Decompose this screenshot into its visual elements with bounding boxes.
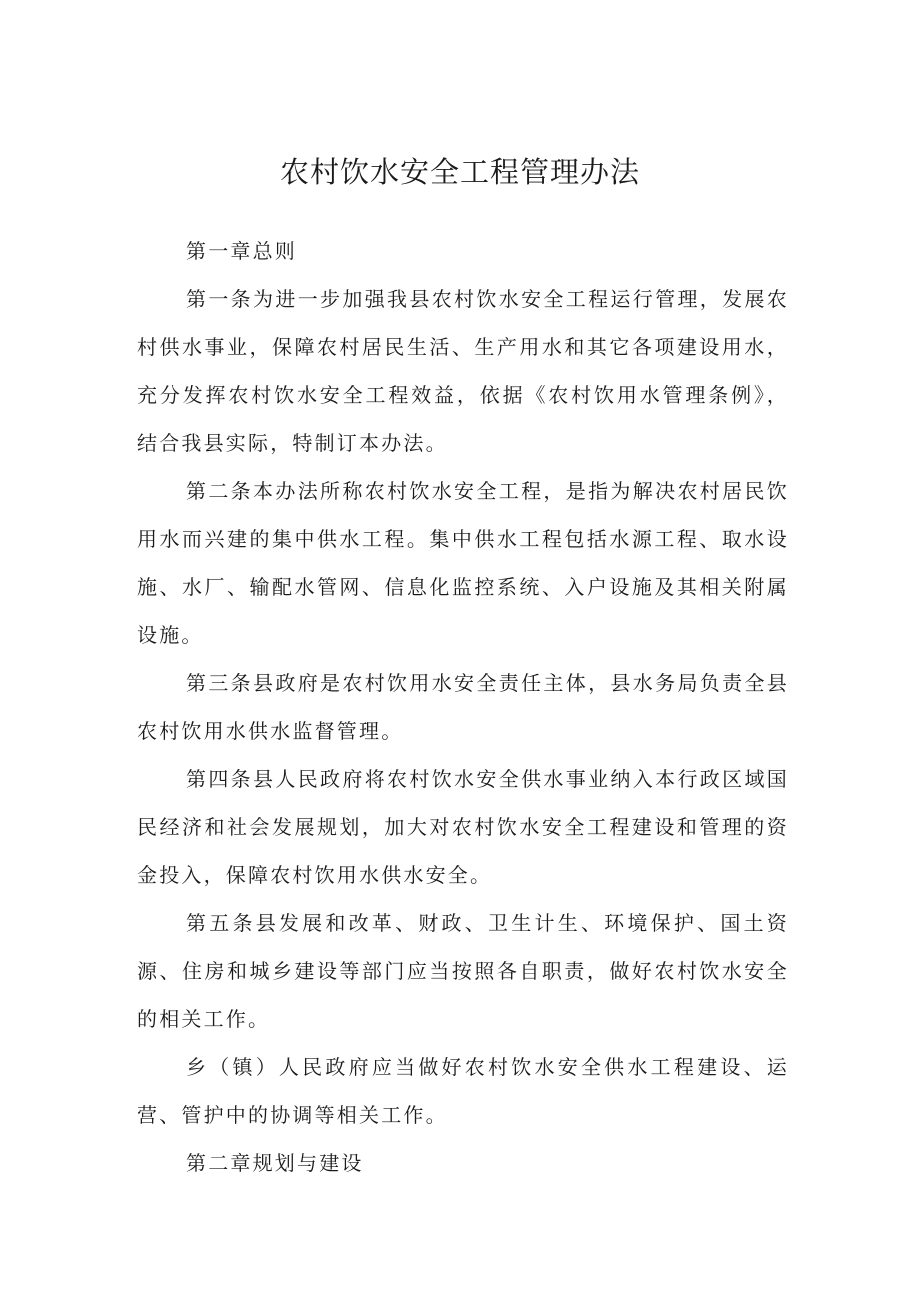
article-paragraph: 第二条本办法所称农村饮水安全工程，是指为解决农村居民饮用水而兴建的集中供水工程。集中供水工程包括水源工程、取水设施、水厂、输配水管网、信息化监控系统、入户设施及其相关附属设施。 (137, 479, 789, 647)
article-paragraph: 第四条县人民政府将农村饮水安全供水事业纳入本行政区域国民经济和社会发展规划，加大对农村饮水安全工程建设和管理的资金投入，保障农村饮用水供水安全。 (137, 767, 789, 887)
article-paragraph: 第五条县发展和改革、财政、卫生计生、环境保护、国土资源、住房和城乡建设等部门应当按照各自职责，做好农村饮水安全的相关工作。 (137, 911, 789, 1031)
article-paragraph: 第一条为进一步加强我县农村饮水安全工程运行管理，发展农村供水事业，保障农村居民生活、生产用水和其它各项建设用水，充分发挥农村饮水安全工程效益，依据《农村饮用水管理条例》，结合我县实际，特制订本办法。 (137, 287, 789, 455)
document-body (137, 227, 789, 1187)
article-paragraph: 第三条县政府是农村饮用水安全责任主体，县水务局负责全县农村饮用水供水监督管理。 (137, 671, 789, 743)
chapter-heading: 第一章总则 (186, 239, 297, 263)
article-paragraph: 乡（镇）人民政府应当做好农村饮水安全供水工程建设、运营、管护中的协调等相关工作。 (137, 1055, 789, 1127)
chapter-heading: 第二章规划与建设 (186, 1151, 364, 1175)
document-title: 农村饮水安全工程管理办法 (279, 155, 640, 189)
